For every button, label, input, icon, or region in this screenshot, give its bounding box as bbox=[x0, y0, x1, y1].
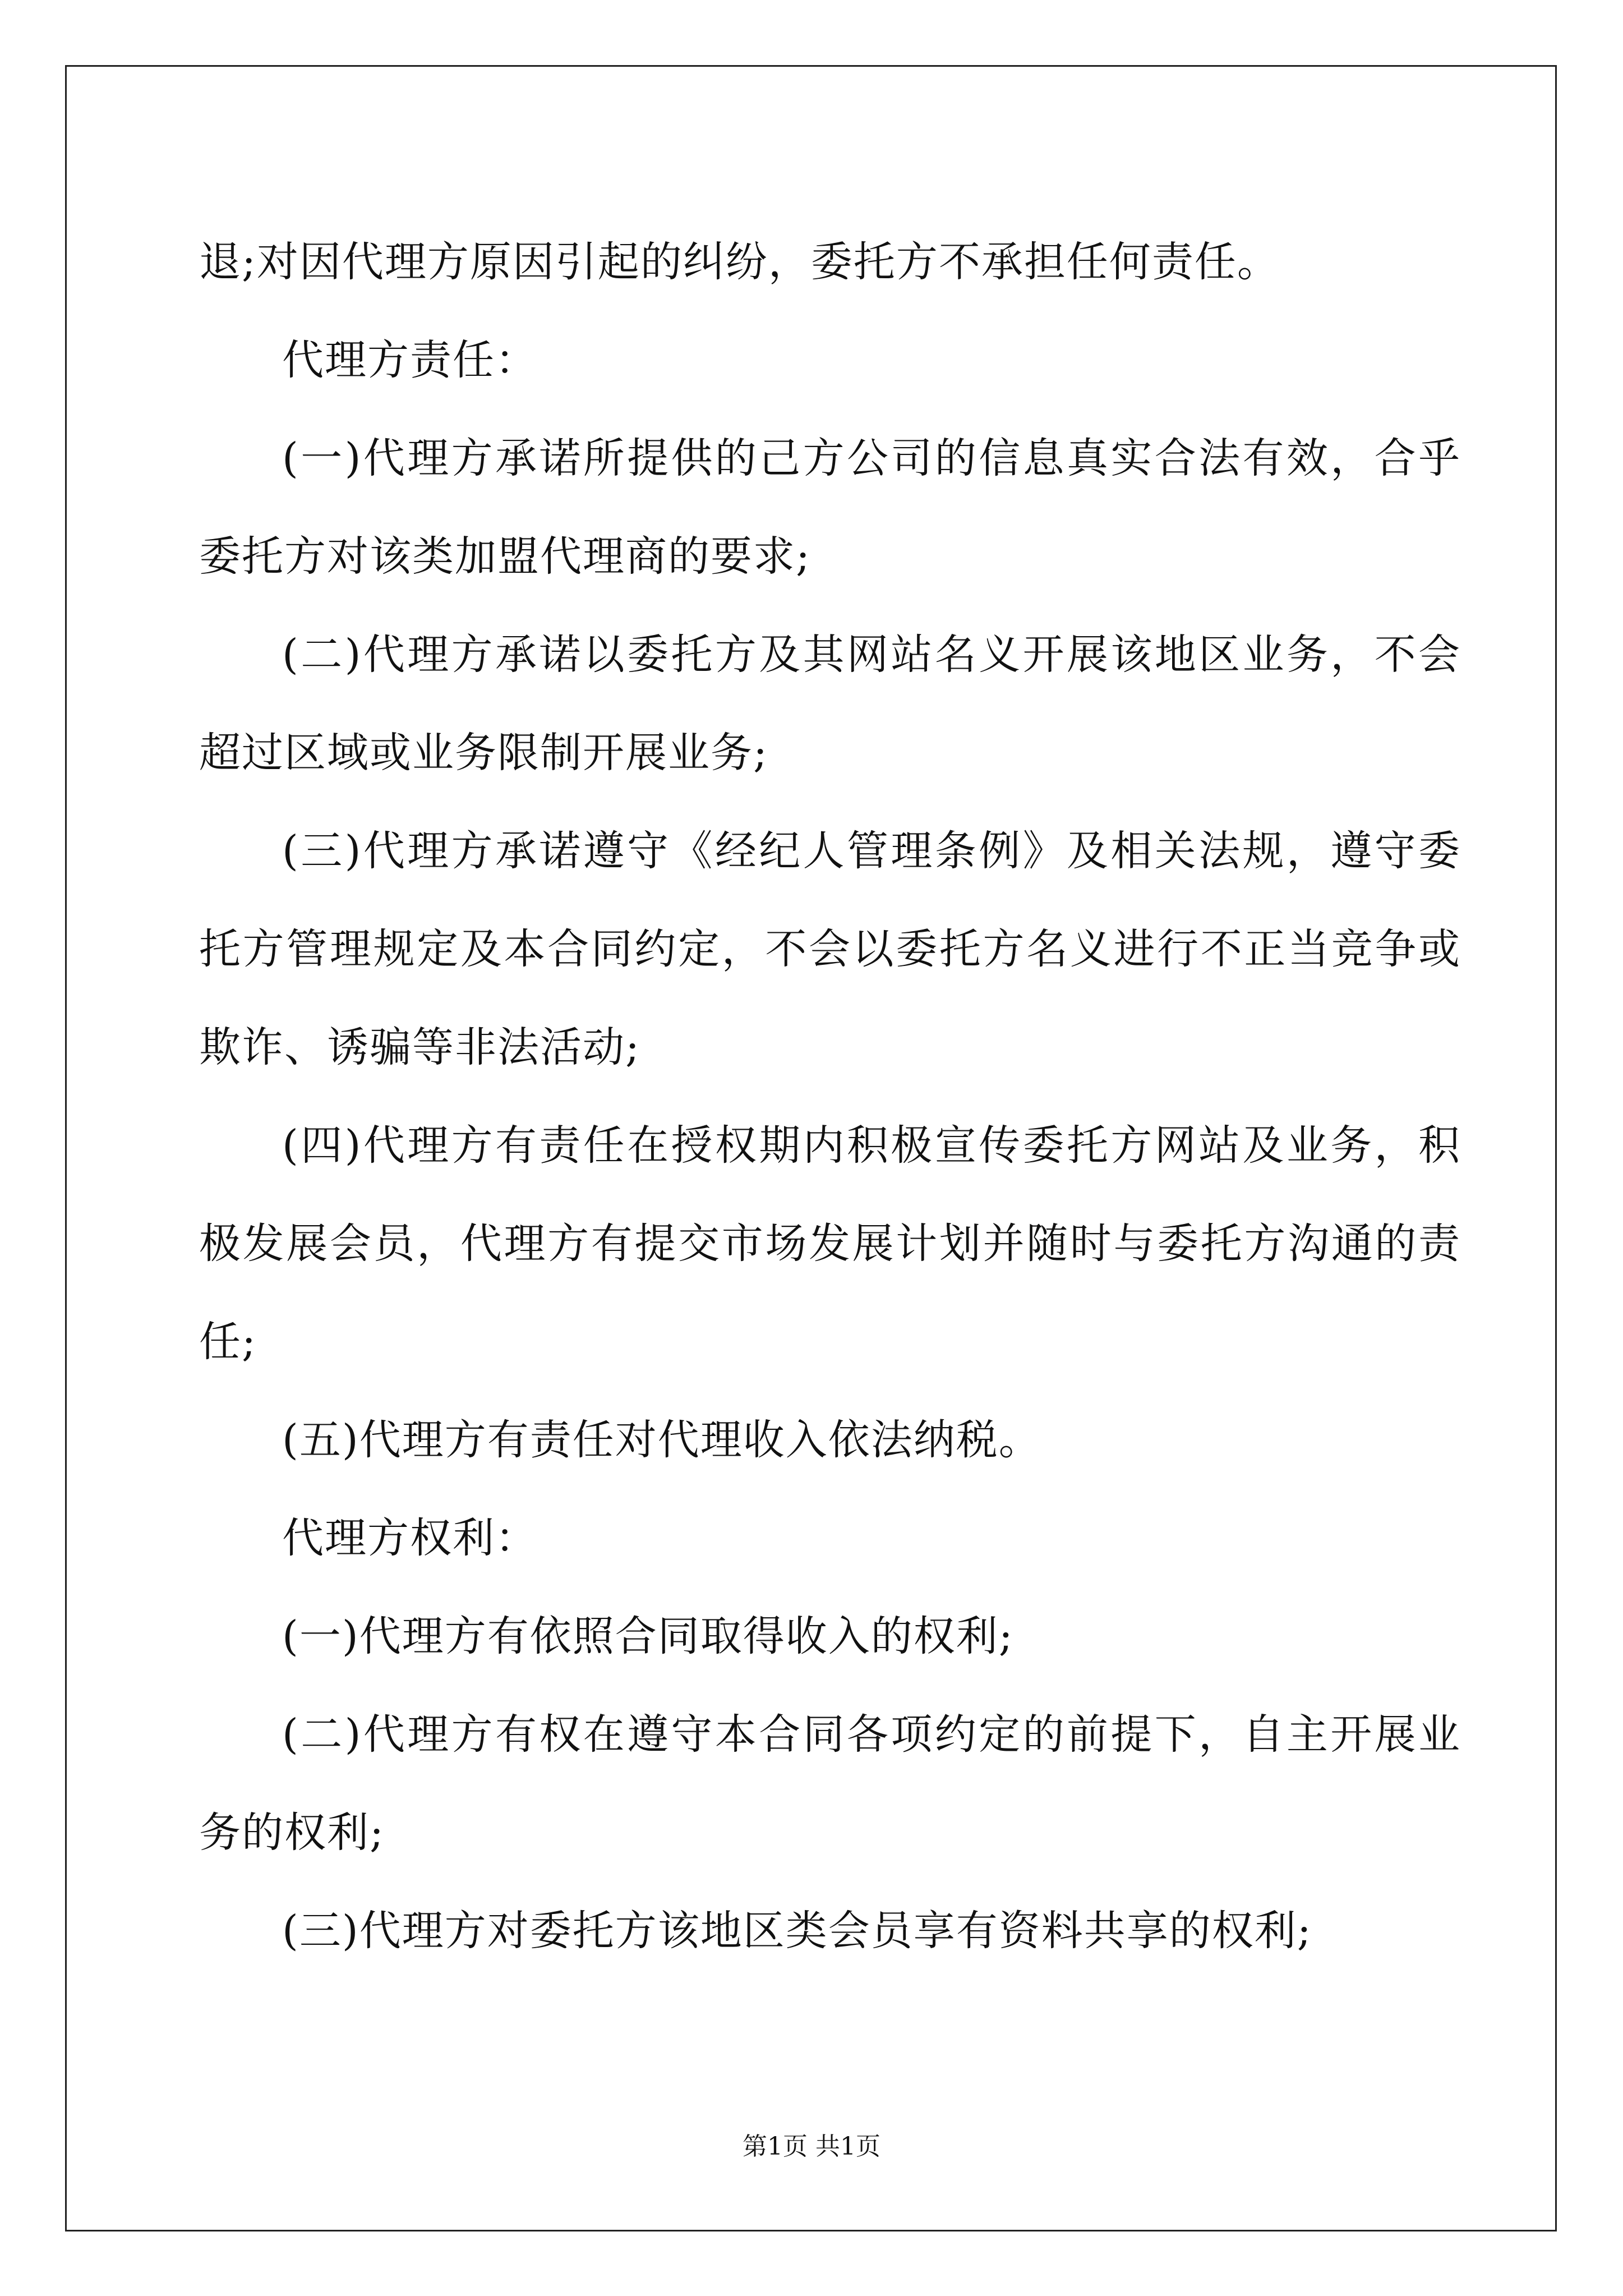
paragraph: (四)代理方有责任在授权期内积极宣传委托方网站及业务，积极发展会员，代理方有提交市场发展计划并随时与委托方沟通的责任; bbox=[199, 1121, 1461, 1366]
paragraph: 代理方权利： bbox=[282, 1514, 538, 1562]
paragraph: (二)代理方有权在遵守本合同各项约定的前提下，自主开展业务的权利; bbox=[199, 1710, 1461, 1857]
document-body bbox=[199, 213, 1461, 1980]
paragraph: 退;对因代理方原因引起的纠纷，委托方不承担任何责任。 bbox=[199, 238, 1280, 286]
paragraph: (一)代理方有依照合同取得收入的权利; bbox=[282, 1612, 1014, 1660]
paragraph: 代理方责任： bbox=[282, 336, 538, 384]
paragraph: (三)代理方承诺遵守《经纪人管理条例》及相关法规，遵守委托方管理规定及本合同约定，不会以委托方名义进行不正当竞争或欺诈、诱骗等非法活动; bbox=[199, 827, 1461, 1071]
paragraph: (三)代理方对委托方该地区类会员享有资料共享的权利; bbox=[282, 1907, 1312, 1955]
paragraph: (一)代理方承诺所提供的己方公司的信息真实合法有效，合乎委托方对该类加盟代理商的要求; bbox=[199, 434, 1461, 581]
paragraph: (二)代理方承诺以委托方及其网站名义开展该地区业务，不会超过区域或业务限制开展业务; bbox=[199, 631, 1461, 777]
paragraph: (五)代理方有责任对代理收入依法纳税。 bbox=[282, 1416, 1041, 1464]
page-footer: 第1页 共1页 bbox=[743, 2132, 880, 2161]
